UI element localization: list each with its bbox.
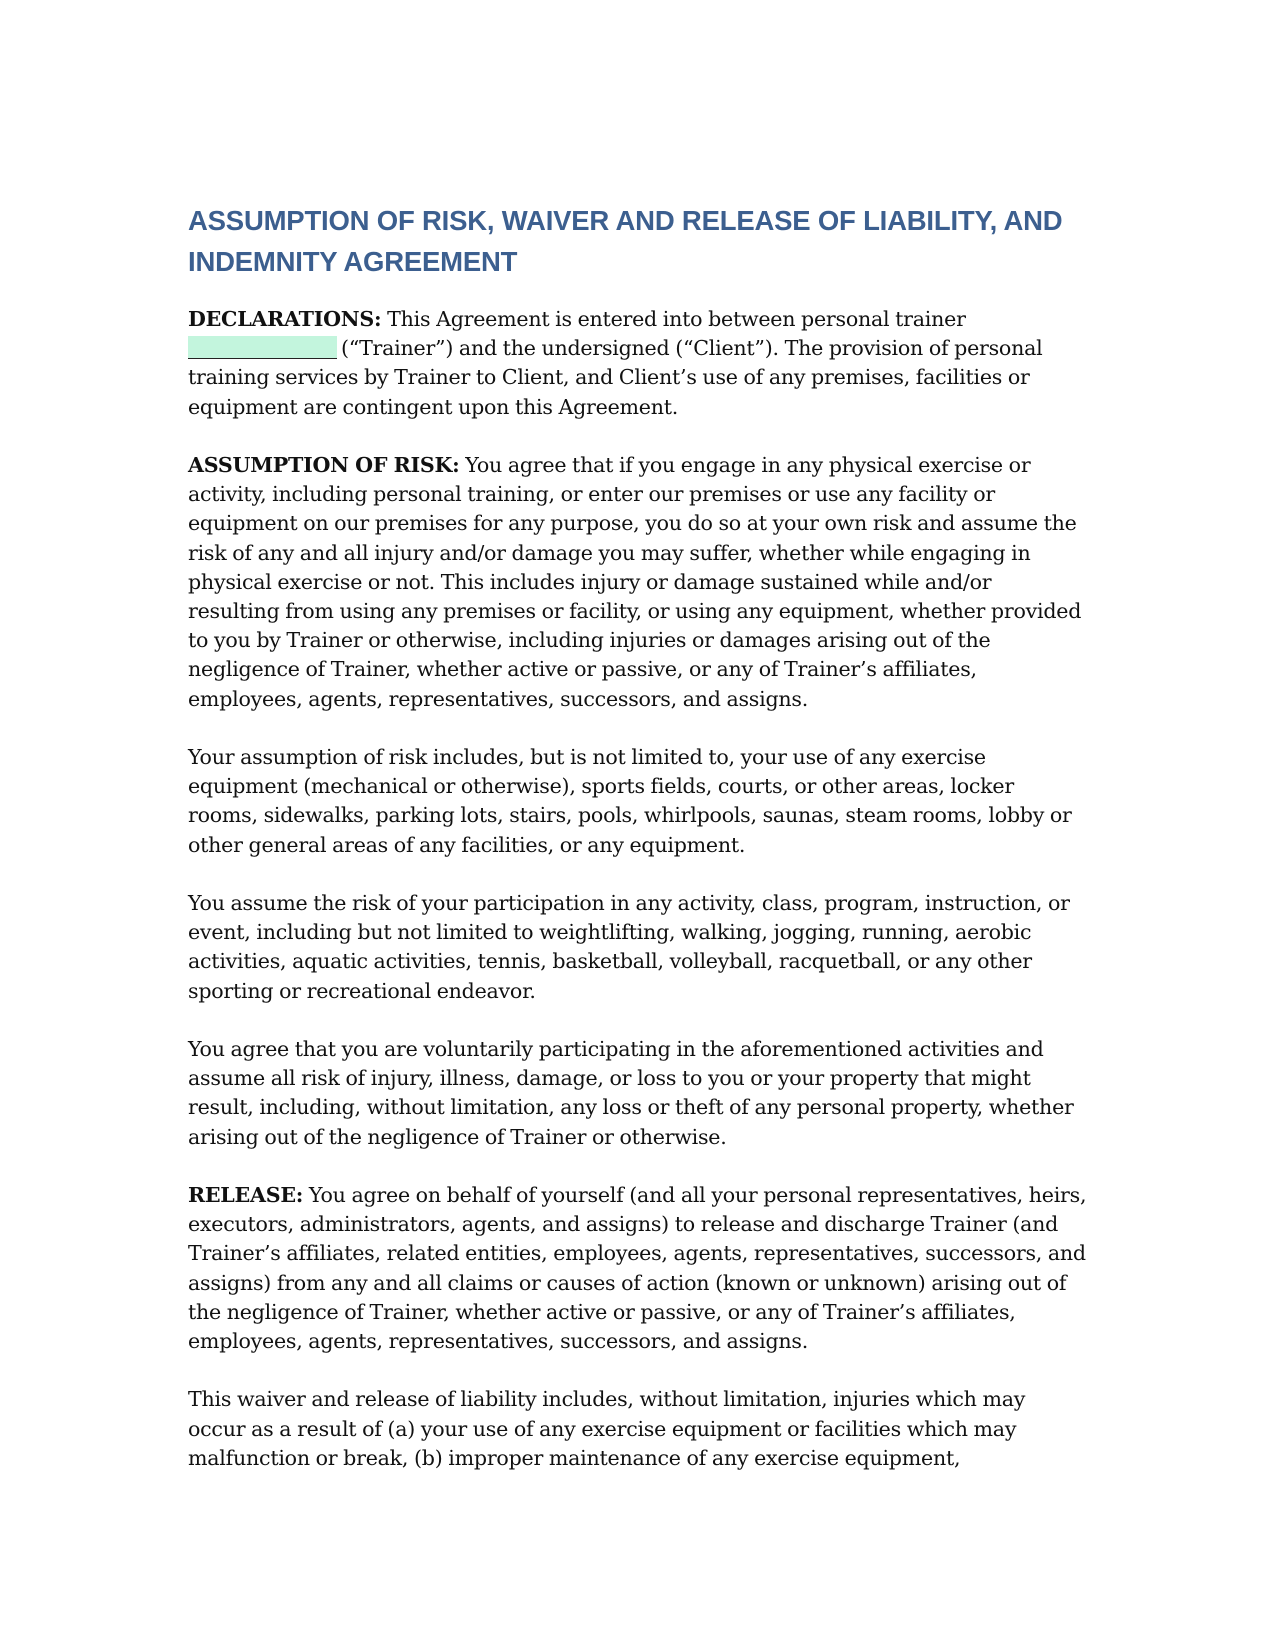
waiver-scope-paragraph: This waiver and release of liability includes, without limitation, injuries which may occur as a result of (a) your use of any exercise equipment or facilities which may malfunction or break, (b) improper maintenance of any exercise equipment,	[188, 1387, 1026, 1470]
declarations-text-after: (“Trainer”) and the undersigned (“Client”). The provision of personal training services by Trainer to Client, and Client’s use of any premises, facilities or equipment are contingent upon this Agreement.	[188, 336, 1043, 419]
document-title	[188, 200, 1088, 282]
declarations-text-before: This Agreement is entered into between personal trainer	[381, 307, 966, 331]
assumption-of-risk-paragraph	[188, 451, 1088, 714]
trainer-name-field[interactable]	[188, 336, 337, 359]
assumption-of-risk-text: You agree that if you engage in any physical exercise or activity, including personal training, or enter our premises or use any facility or equipment on our premises for any purpose, you do so at your own risk and assume the risk of any and all injury and/or damage you may suffer, whether while engaging in physical exercise or not. This includes injury or damage sustained while and/or resulting from using any premises or facility, or using any equipment, whether provided to you by Trainer or otherwise, including injuries or damages arising out of the negligence of Trainer, whether active or passive, or any of Trainer’s affiliates, employees, agents, representatives, successors, and assigns.	[188, 453, 1082, 711]
release-paragraph	[188, 1181, 1088, 1356]
release-heading: RELEASE:	[188, 1183, 304, 1208]
participation-paragraph: You assume the risk of your participation in any activity, class, program, instruction, or event, including but not limited to weightlifting, walking, jogging, running, aerobic activities, aquatic activities, tennis, basketball, volleyball, racquetball, or any other sporting or recreational endeavor.	[188, 891, 1070, 1003]
document-page	[188, 200, 1088, 1502]
assumption-of-risk-heading: ASSUMPTION OF RISK:	[188, 453, 460, 477]
title-line-2: INDEMNITY AGREEMENT	[188, 246, 518, 277]
release-text: You agree on behalf of yourself (and all your personal representatives, heirs, executors, administrators, agents, and assigns) to release and discharge Trainer (and Trainer’s affiliates, related entities, employees, agents, representatives, successors, and assigns) from any and all claims or causes of action (known or unknown) arising out of the negligence of Trainer, whether active or passive, or any of Trainer’s affiliates, employees, agents, representatives, successors, and assigns.	[188, 1183, 1087, 1354]
risk-includes-paragraph: Your assumption of risk includes, but is not limited to, your use of any exercise equipment (mechanical or otherwise), sports fields, courts, or other areas, locker rooms, sidewalks, parking lots, stairs, pools, whirlpools, saunas, steam rooms, lobby or other general areas of any facilities, or any equipment.	[188, 745, 1072, 857]
title-line-1: ASSUMPTION OF RISK, WAIVER AND RELEASE OF LIABILITY, AND	[188, 205, 1063, 236]
voluntary-participation-paragraph: You agree that you are voluntarily participating in the aforementioned activities and assume all risk of injury, illness, damage, or loss to you or your property that might result, including, without limitation, any loss or theft of any personal property, whether arising out of the negligence of Trainer or otherwise.	[188, 1037, 1074, 1149]
declarations-paragraph	[188, 305, 1088, 422]
declarations-heading: DECLARATIONS:	[188, 307, 382, 331]
